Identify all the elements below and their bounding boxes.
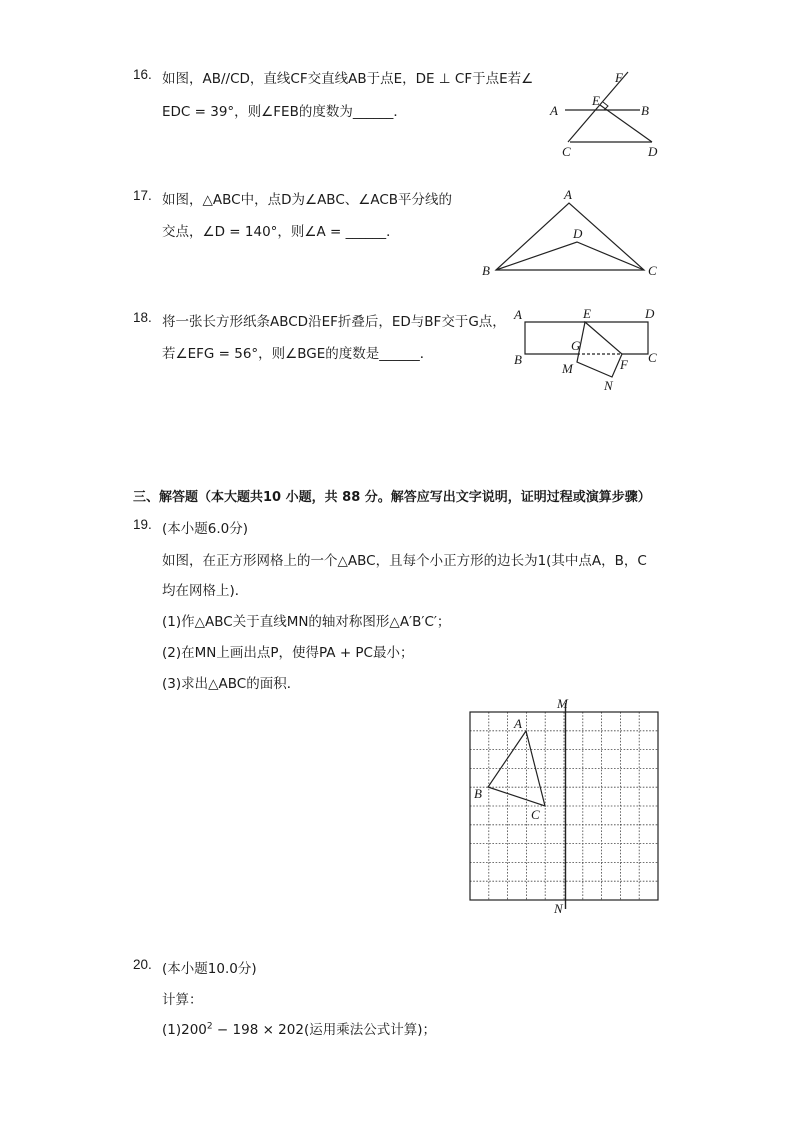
question-text: 交点，∠D = 140°，则∠A = ______．	[162, 224, 400, 240]
label-b: B	[641, 103, 649, 118]
label-n: N	[604, 378, 613, 393]
label-a: A	[514, 307, 522, 322]
label-m: M	[557, 696, 568, 711]
label-b: B	[474, 786, 482, 801]
label-n: N	[554, 901, 563, 916]
question-number: 16.	[133, 67, 152, 82]
sub-question: (1)作△ABC关于直线MN的轴对称图形△A′B′C′；	[162, 614, 451, 630]
label-f: F	[620, 357, 628, 372]
question-text: 如图，△ABC中，点D为∠ABC、∠ACB平分线的	[162, 192, 453, 208]
label-d: D	[573, 226, 583, 241]
question-text: 将一张长方形纸条ABCD沿EF折叠后，ED与BF交于G点，	[162, 314, 506, 330]
question-text: 计算：	[162, 992, 203, 1008]
sub-question: (3)求出△ABC的面积．	[162, 676, 301, 692]
label-c: C	[531, 807, 540, 822]
label-g: G	[571, 338, 581, 353]
question-text: 如图，AB//CD，直线CF交直线AB于点E，DE ⊥ CF于点E若∠	[162, 71, 534, 87]
label-a: A	[514, 716, 522, 731]
label-f: F	[615, 70, 623, 85]
question-score: (本小题6.0分)	[162, 521, 249, 537]
label-a: A	[564, 187, 572, 202]
question-number: 18.	[133, 310, 152, 325]
question-number: 19.	[133, 517, 152, 532]
label-c: C	[648, 263, 657, 278]
label-a: A	[550, 103, 558, 118]
q16-figure	[540, 60, 670, 165]
label-m: M	[562, 361, 573, 376]
label-c: C	[648, 350, 657, 365]
label-d: D	[645, 306, 655, 321]
question-text: EDC = 39°，则∠FEB的度数为______．	[162, 104, 407, 120]
section-heading: 三、解答题（本大题共10 小题，共 88 分。解答应写出文字说明，证明过程或演算步骤）	[133, 490, 651, 505]
sub-question	[162, 1018, 436, 1038]
question-number: 20.	[133, 957, 152, 972]
label-e: E	[592, 93, 600, 108]
question-text: 如图，在正方形网格上的一个△ABC，且每个小正方形的边长为1(其中点A，B，C	[162, 553, 647, 569]
expr-part: − 198 × 202(运用乘法公式计算)；	[212, 1022, 436, 1038]
exponent: 2	[206, 1021, 213, 1032]
question-score: (本小题10.0分)	[162, 961, 257, 977]
label-d: D	[648, 144, 658, 159]
q17-figure	[478, 185, 668, 285]
question-text: 均在网格上)．	[162, 583, 249, 599]
q19-grid-figure	[464, 695, 664, 920]
sub-question: (2)在MN上画出点P，使得PA + PC最小；	[162, 645, 414, 661]
label-b: B	[514, 352, 522, 367]
question-text: 若∠EFG = 56°，则∠BGE的度数是______．	[162, 346, 434, 362]
question-number: 17.	[133, 188, 152, 203]
label-e: E	[583, 306, 591, 321]
q18-figure	[510, 305, 670, 397]
expr-part: (1)200	[162, 1022, 207, 1038]
label-c: C	[562, 144, 571, 159]
label-b: B	[482, 263, 490, 278]
